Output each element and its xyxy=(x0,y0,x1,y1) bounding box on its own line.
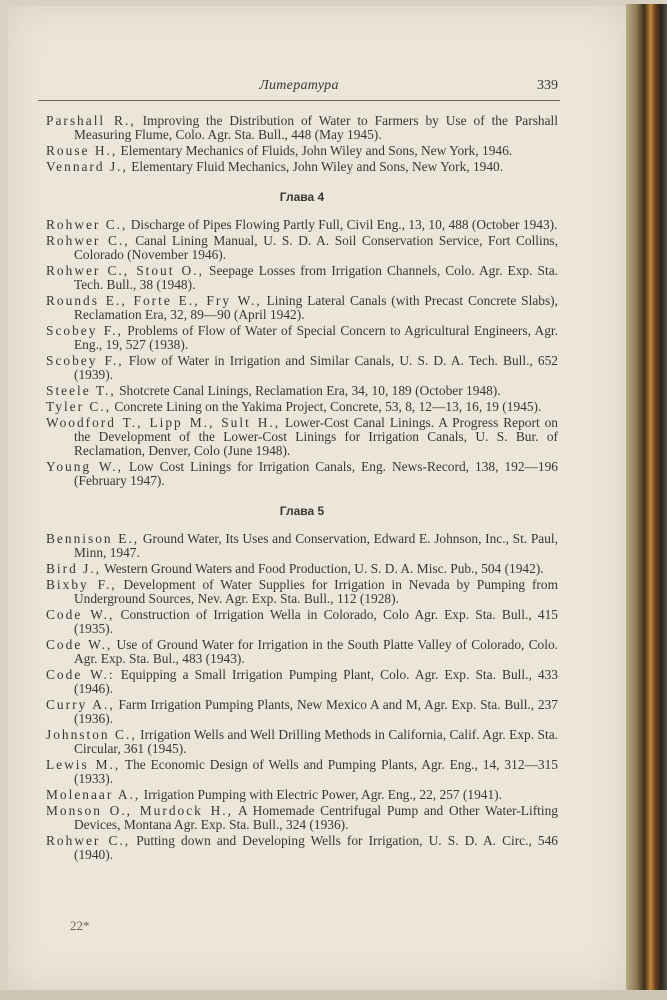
reference-author: Scobey F., xyxy=(46,353,124,368)
reference-author: Code W., xyxy=(46,607,115,622)
reference-author: Woodford T., Lipp M., Sult H., xyxy=(46,415,281,430)
page-header xyxy=(38,74,560,101)
reference-text: Irrigation Wells and Well Drilling Methods in California, Calif. Agr. Exp. Sta. Circular, 361 (1945). xyxy=(74,727,558,756)
reference-text: Canal Lining Manual, U. S. D. A. Soil Conservation Service, Fort Collins, Colorado (November 1946). xyxy=(74,233,558,262)
reference-text: Farm Irrigation Pumping Plants, New Mexico A and M, Agr. Exp. Sta. Bull., 237 (1936). xyxy=(74,697,558,726)
reference-entry xyxy=(46,532,558,560)
reference-entry xyxy=(46,804,558,832)
reference-text: Putting down and Developing Wells for Irrigation, U. S. D. A. Circ., 546 (1940). xyxy=(74,833,559,862)
reference-author: Rohwer C., xyxy=(46,217,128,232)
reference-entry xyxy=(46,114,558,142)
reference-entry xyxy=(46,384,558,398)
references-list xyxy=(46,114,558,864)
reference-text: Lower-Cost Canal Linings. A Progress Report on the Development of the Lower-Cost Linings for Irrigation Canals, U. S. Bur. of Reclamation, Denver, Colo (June 1948). xyxy=(74,415,558,458)
reference-text: Ground Water, Its Uses and Conservation, Edward E. Johnson, Inc., St. Paul, Minn, 1947. xyxy=(74,531,558,560)
reference-entry xyxy=(46,234,558,262)
reference-entry xyxy=(46,608,558,636)
reference-text: Elementary Fluid Mechanics, John Wiley and Sons, New York, 1940. xyxy=(127,159,504,174)
reference-entry xyxy=(46,218,558,232)
reference-entry xyxy=(46,834,558,862)
reference-text: Low Cost Linings for Irrigation Canals, Eng. News-Record, 138, 192—196 (February 1947). xyxy=(74,459,559,488)
reference-author: Rohwer C., xyxy=(46,833,131,848)
running-title: Литература xyxy=(259,78,339,93)
reference-entry xyxy=(46,264,558,292)
reference-text: Western Ground Waters and Food Production, U. S. D. A. Misc. Pub., 504 (1942). xyxy=(101,561,544,576)
reference-entry xyxy=(46,728,558,756)
reference-author: Steele T., xyxy=(46,383,116,398)
reference-entry xyxy=(46,160,558,174)
reference-text: Shotcrete Canal Linings, Reclamation Era, 34, 10, 189 (October 1948). xyxy=(115,383,501,398)
reference-entry xyxy=(46,324,558,352)
reference-author: Bixby F., xyxy=(46,577,117,592)
reference-text: Problems of Flow of Water of Special Concern to Agricultural Engineers, Agr. Eng., 19, 527 (1938). xyxy=(74,323,558,352)
reference-author: Code W., xyxy=(46,637,113,652)
reference-author: Code W.: xyxy=(46,667,115,682)
reference-author: Vennard J., xyxy=(46,159,128,174)
reference-entry xyxy=(46,788,558,802)
reference-text: The Economic Design of Wells and Pumping Plants, Agr. Eng., 14, 312—315 (1933). xyxy=(74,757,558,786)
reference-entry xyxy=(46,460,558,488)
signature-mark: 22* xyxy=(70,918,90,933)
reference-entry xyxy=(46,416,558,458)
chapter-heading: Глава 4 xyxy=(279,190,325,204)
reference-author: Rohwer C., xyxy=(46,233,130,248)
reference-entry xyxy=(46,638,558,666)
reference-author: Young W., xyxy=(46,459,123,474)
reference-text: Improving the Distribution of Water to Farmers by Use of the Parshall Measuring Flume, Colo. Agr. Sta. Bull., 448 (May 1945). xyxy=(74,113,558,142)
reference-text: Flow of Water in Irrigation and Similar Canals, U. S. D. A. Tech. Bull., 652 (1939). xyxy=(74,353,558,382)
reference-text: Equipping a Small Irrigation Pumping Plant, Colo. Agr. Exp. Sta. Bull., 433 (1946). xyxy=(74,667,558,696)
reference-entry xyxy=(46,578,558,606)
page-number: 339 xyxy=(537,78,558,93)
reference-text: Use of Ground Water for Irrigation in the South Platte Valley of Colorado, Colo. Agr. Exp. Sta. Bul., 483 (1943). xyxy=(74,637,558,666)
chapter-heading: Глава 5 xyxy=(279,504,325,518)
reference-entry xyxy=(46,668,558,696)
reference-text: Irrigation Pumping with Electric Power, Agr. Eng., 22, 257 (1941). xyxy=(140,787,502,802)
reference-author: Johnston C., xyxy=(46,727,137,742)
reference-entry xyxy=(46,400,558,414)
scan-edge xyxy=(0,990,667,1000)
reference-text: A Homemade Centrifugal Pump and Other Water-Lifting Devices, Montana Agr. Exp. Sta. Bull., 324 (1936). xyxy=(74,803,558,832)
reference-author: Bird J., xyxy=(46,561,102,576)
reference-entry xyxy=(46,144,558,158)
reference-text: Lining Lateral Canals (with Precast Concrete Slabs), Reclamation Era, 32, 89—90 (April 1942). xyxy=(74,293,558,322)
reference-entry xyxy=(46,354,558,382)
reference-author: Molenaar A., xyxy=(46,787,141,802)
reference-author: Parshall R., xyxy=(46,113,136,128)
book-spine xyxy=(626,4,667,1000)
reference-author: Rounds E., Forte E., Fry W., xyxy=(46,293,262,308)
reference-author: Rohwer C., Stout O., xyxy=(46,263,204,278)
reference-text: Construction of Irrigation Wella in Colorado, Colo Agr. Exp. Sta. Bull., 415 (1935). xyxy=(74,607,558,636)
reference-author: Monson O., Murdock H., xyxy=(46,803,233,818)
reference-text: Concrete Lining on the Yakima Project, Concrete, 53, 8, 12—13, 16, 19 (1945). xyxy=(111,399,542,414)
reference-author: Bennison E., xyxy=(46,531,140,546)
reference-author: Tyler C., xyxy=(46,399,112,414)
reference-author: Curry A., xyxy=(46,697,115,712)
reference-entry xyxy=(46,294,558,322)
reference-text: Elementary Mechanics of Fluids, John Wiley and Sons, New York, 1946. xyxy=(117,143,513,158)
reference-text: Seepage Losses from Irrigation Channels, Colo. Agr. Exp. Sta. Tech. Bull., 38 (1948). xyxy=(74,263,558,292)
reference-entry xyxy=(46,562,558,576)
reference-author: Rouse H., xyxy=(46,143,118,158)
reference-entry xyxy=(46,758,558,786)
reference-author: Lewis M., xyxy=(46,757,121,772)
reference-author: Scobey F., xyxy=(46,323,123,338)
reference-text: Development of Water Supplies for Irrigation in Nevada by Pumping from Underground Sources, Nev. Agr. Exp. Sta. Bull., 112 (1928). xyxy=(74,577,558,606)
reference-text: Discharge of Pipes Flowing Partly Full, Civil Eng., 13, 10, 488 (October 1943). xyxy=(127,217,558,232)
reference-entry xyxy=(46,698,558,726)
